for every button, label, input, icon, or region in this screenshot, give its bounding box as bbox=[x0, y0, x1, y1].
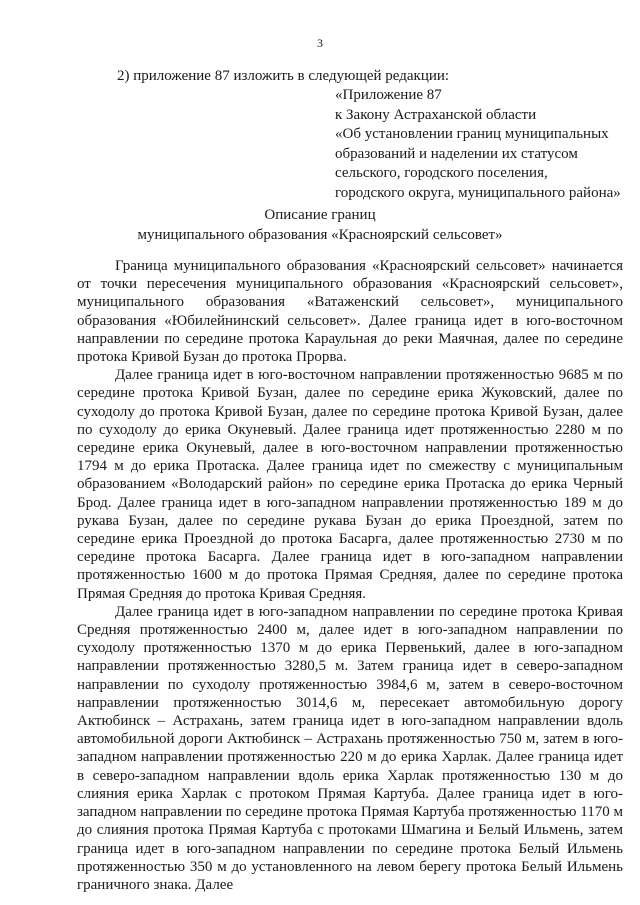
annex-header-line: «Приложение 87 bbox=[335, 87, 442, 103]
section-title bbox=[0, 205, 640, 245]
page-number: 3 bbox=[317, 36, 323, 50]
annex-header bbox=[335, 86, 621, 203]
body-paragraph: Граница муниципального образования «Красноярский сельсовет» начинается от точки пересечения муниципального образования «Красноярский сельсовет», муниципального образования «Ватаженский сельсовет», муниципального образования «Юбилейнинский сельсовет». Далее граница идет в юго-восточном направлении по середине протока Караульная до реки Маячная, далее по середине протока Кривой Бузан до протока Прорва. bbox=[77, 258, 623, 366]
body-paragraph: Далее граница идет в юго-западном направлении по середине протока Кривая Средняя протяженностью 2400 м, далее идет в юго-западном направлении по суходолу протяженностью 1370 м до ерика Первенький, далее в юго-западном направлении протяженностью 3280,5 м. Затем граница идет в северо-западном направлении по суходолу протяженностью 3984,6 м, затем в северо-восточном направлении протяженностью 3014,6 м, пересекает автомобильную дорогу Актюбинск – Астрахань, затем граница идет в юго-западном направлении вдоль автомобильной дороги Актюбинск – Астрахань протяженностью 750 м, затем в юго-западном направлении протяженностью 220 м до ерика Харлак. Далее граница идет в северо-западном направлении вдоль ерика Харлак протяженностью 130 м до слияния ерика Харлак с протоком Прямая Картуба. Далее граница идет в юго-западном направлении по середине протока Прямая Картуба протяженностью 1170 м до слияния протока Прямая Картуба с протоками Шмагина и Белый Ильмень, затем граница идет в юго-западном направлении по середине протока Белый Ильмень протяженностью 350 м до установленного на левом берегу протока Белый Ильмень граничного знака. Далее bbox=[77, 603, 623, 893]
annex-header-line: к Закону Астраханской области bbox=[335, 106, 537, 123]
annex-header-line: образований и наделении их статусом bbox=[335, 145, 578, 162]
section-title-line2: муниципального образования «Красноярский сельсовет» bbox=[137, 227, 503, 243]
document-body bbox=[77, 257, 623, 894]
annex-header-line: «Об установлении границ муниципальных bbox=[335, 126, 609, 142]
section-title-line1: Описание границ bbox=[264, 207, 376, 223]
annex-header-line: городского округа, муниципального района» bbox=[335, 184, 621, 201]
amendment-intro: 2) приложение 87 изложить в следующей редакции: bbox=[117, 68, 450, 84]
annex-header-line: сельского, городского поселения, bbox=[335, 165, 548, 181]
body-paragraph: Далее граница идет в юго-восточном направлении протяженностью 9685 м по середине протока Кривой Бузан, далее по середине ерика Жуковский, далее по суходолу до протока Кривой Бузан, далее по середине протока Кривой Бузан, далее по суходолу до ерика Окуневый. Далее граница идет протяженностью 2280 м по середине ерика Окуневый, далее в юго-восточном направлении протяженностью 1794 м до ерика Протаска. Далее граница идет по смежеству с муниципальным образованием «Володарский район» по середине ерика Протаска до ерика Черный Брод. Далее граница идет в юго-западном направлении протяженностью 189 м до рукава Бузан, далее по середине рукава Бузан до ерика Проездной, затем по середине ерика Проездной до протока Басарга, далее протяженностью 2730 м по середине протока Басарга. Далее граница идет в юго-западном направлении протяженностью 1600 м до протока Прямая Средняя, далее по середине протока Прямая Средняя до протока Кривая Средняя. bbox=[77, 367, 623, 602]
